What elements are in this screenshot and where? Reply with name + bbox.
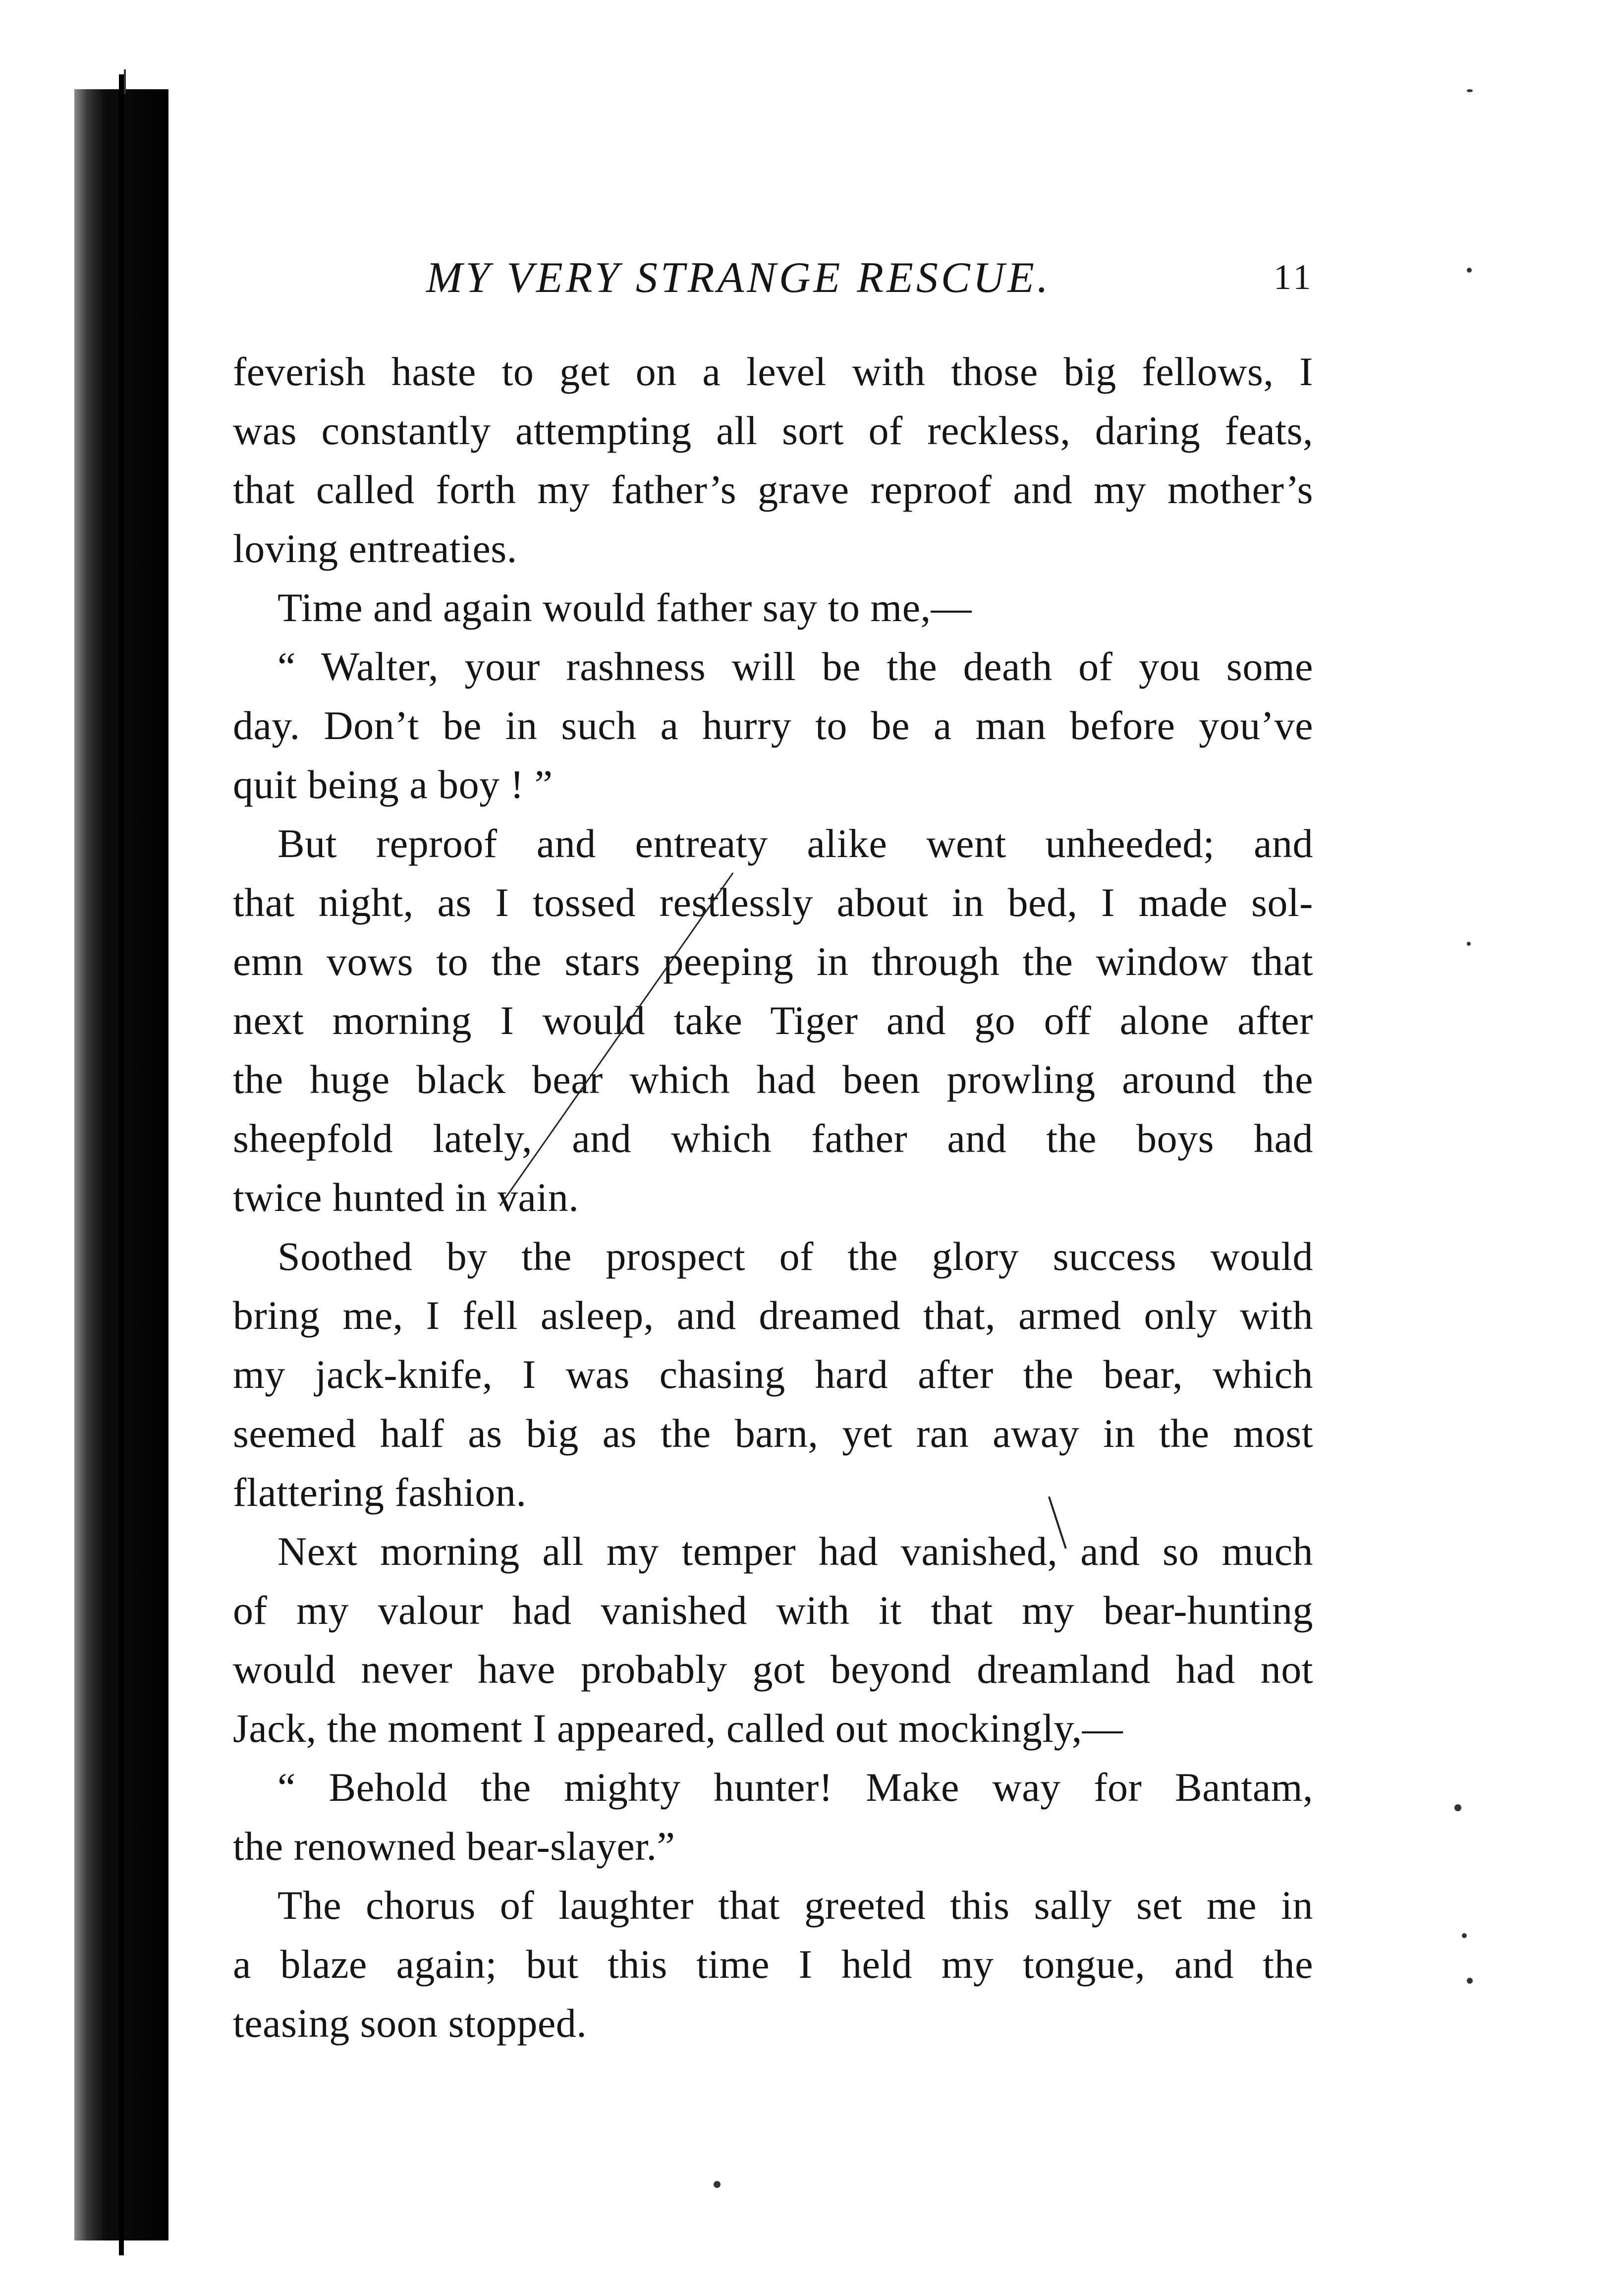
text-line: the renowned bear-slayer.” (233, 1824, 675, 1869)
paper-speck (1462, 1933, 1467, 1938)
running-title: MY VERY STRANGE RESCUE. (426, 254, 1051, 302)
paper-speck (1467, 942, 1471, 946)
text-line: seemed half as big as the barn, yet ran away in the most (233, 1411, 1313, 1456)
text-line: would never have probably got beyond dreamland had not (233, 1647, 1313, 1692)
text-line: quit being a boy ! ” (233, 762, 553, 807)
text-line: Next morning all my temper had vanished, and so much (277, 1529, 1313, 1574)
text-line: Time and again would father say to me,— (277, 585, 972, 630)
paper-speck (714, 2181, 721, 2188)
text-line: sheepfold lately, and which father and the boys had (233, 1116, 1313, 1161)
paper-speck (1454, 1804, 1461, 1811)
text-line: loving entreaties. (233, 526, 517, 571)
text-line: Soothed by the prospect of the glory success would (277, 1234, 1313, 1279)
text-line: emn vows to the stars peeping in through the window that (233, 939, 1313, 984)
text-line: that called forth my father’s grave reproof and my mother’s (233, 467, 1313, 512)
text-line: day. Don’t be in such a hurry to be a man before you’ve (233, 703, 1313, 748)
text-line: “ Walter, your rashness will be the death of you some (277, 644, 1313, 689)
text-line: But reproof and entreaty alike went unheeded; and (277, 821, 1313, 866)
text-line: bring me, I fell asleep, and dreamed that, armed only with (233, 1293, 1313, 1338)
paper-speck (1467, 268, 1472, 273)
text-line: “ Behold the mighty hunter! Make way for Bantam, (277, 1765, 1313, 1810)
text-line: a blaze again; but this time I held my tongue, and the (233, 1942, 1313, 1987)
gutter-tick-mark (124, 69, 126, 94)
text-line: The chorus of laughter that greeted this sally set me in (277, 1883, 1313, 1928)
text-line: Jack, the moment I appeared, called out mockingly,— (233, 1706, 1123, 1751)
text-line: that night, as I tossed restlessly about in bed, I made sol- (233, 880, 1313, 925)
text-line: twice hunted in vain. (233, 1175, 579, 1220)
text-line: next morning I would take Tiger and go off alone after (233, 998, 1313, 1043)
text-line: teasing soon stopped. (233, 2001, 587, 2046)
text-line: my jack-knife, I was chasing hard after the bear, which (233, 1352, 1313, 1397)
text-line: flattering fashion. (233, 1470, 527, 1515)
page-number: 11 (1274, 257, 1314, 297)
text-line: of my valour had vanished with it that my bear-hunting (233, 1588, 1313, 1633)
gutter-shadow (119, 74, 124, 2255)
paper-speck (1467, 89, 1473, 92)
text-line: feverish haste to get on a level with those big fellows, I (233, 349, 1313, 394)
text-line: the huge black bear which had been prowling around the (233, 1057, 1313, 1102)
paper-speck (1467, 1978, 1473, 1984)
body-text (233, 342, 1313, 2053)
text-line: was constantly attempting all sort of reckless, daring feats, (233, 408, 1313, 453)
